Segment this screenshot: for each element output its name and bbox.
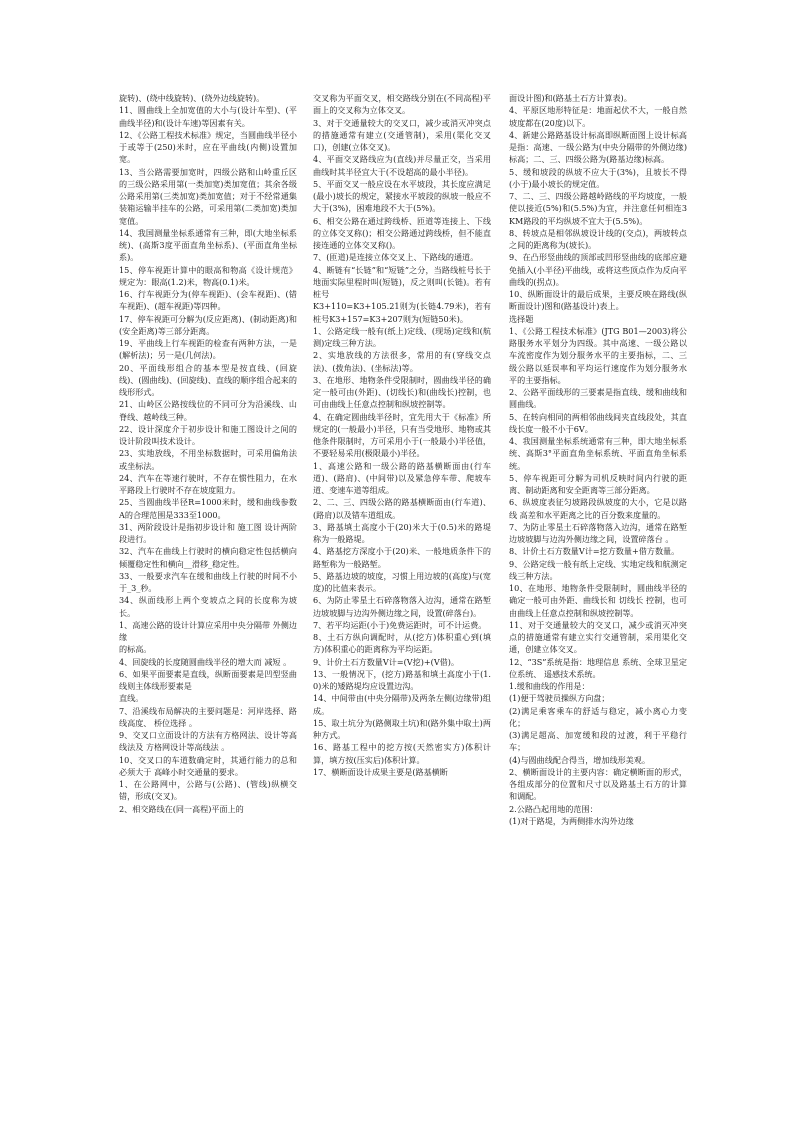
paragraph: 1、高速公路的设计计算应采用中央分隔带 外侧边缘: [119, 619, 297, 642]
paragraph: 7、为防止零星土石碎落物落入边沟，通常在路堑边坡坡脚与边沟外侧边缘之间，设置碎落台 。: [509, 521, 687, 544]
paragraph: 5、停车视距可分解为司机反映时间内行驶的距离、制动距离和安全距离等三部分距离。: [509, 472, 687, 495]
paragraph: 31、两阶段设计是指初步设计和 施工图 设计两阶段进行。: [119, 521, 297, 544]
paragraph: 13、一般情况下，(挖方)路基和填土高度小于(1.0)米的矮路堤均应设置边沟。: [313, 668, 491, 691]
paragraph: 32、汽车在曲线上行驶时的横向稳定性包括横向倾覆稳定性和横向__滑移_稳定性。: [119, 546, 297, 569]
paragraph: 19、平曲线上行车视距的检查有两种方法，一是(解析法)；另一是(几何法)。: [119, 338, 297, 361]
paragraph: 9、在凸形竖曲线的顶部或凹形竖曲线的底部应避免插入(小半径)平曲线，或将这些顶点作为反向平曲线的(拐点)。: [509, 252, 687, 287]
paragraph: 1.缓和曲线的作用是：: [509, 681, 590, 691]
paragraph: 8、土石方纵向调配时，从(挖方)体积重心到(填方)体积重心的距离称为平均运距。: [313, 632, 491, 655]
paragraph: 9、交叉口立面设计的方法有方格网法、设计等高线法及 方格网设计等高线法 。: [119, 730, 297, 753]
paragraph: 10、交叉口的车道数确定时，其通行能力的总和必须大于 高峰小时交通量的要求。: [119, 754, 297, 777]
paragraph: 3、路基填土高度小于(20)米大于(0.5)米的路堤称为一般路堤。: [313, 521, 491, 544]
paragraph: (2)满足乘客乘车的舒适与稳定，减小离心力变化；: [509, 705, 687, 728]
paragraph: 4、平面交叉路线应为(直线)并尽量正交，当采用曲线时其半径宜大于(不设超高的最小半径)。: [313, 154, 491, 177]
paragraph: 21、山岭区公路按线位的不同可分为沿溪线、山脊线、越岭线三种。: [119, 399, 297, 422]
paragraph: 9、计价土石方数量V计=(V挖)+(V借)。: [313, 656, 460, 667]
paragraph: 2、相交路线在(同一高程)平面上的: [119, 803, 244, 814]
paragraph: 34、纵面线形上两个变坡点之间的长度称为坡长。: [119, 595, 297, 618]
paragraph: 直线。: [119, 693, 144, 704]
paragraph: 25、当圆曲线半径R=1000米时，缓和曲线参数A的合理范围是333至1000。: [119, 497, 297, 520]
paragraph: 7、沿溪线布局解决的主要问题是：河岸选择、路线高度、 桥位选择 。: [119, 705, 297, 728]
paragraph: 10、在地形、地物条件受限制时，圆曲线半径的确定一般可由外距、曲线长和 切线长 控制，也可由曲线上任意点控制和纵坡控制等。: [509, 583, 687, 618]
paragraph: 16、行车视距分为(停车视距)、(会车视距)、(错车视距)、(超车视距)等四种。: [119, 289, 297, 312]
paragraph: 3、对于交通量较大的交叉口，减少或消灭冲突点的措施通常有建立(交通管制)，采用(渠化交叉口)，创建(立体交叉)。: [313, 117, 491, 152]
text-column-left: [119, 92, 297, 815]
text-column-right: [509, 92, 687, 827]
paragraph: 15、停车视距计算中的眼高和物高《设计规范》规定为：眼高(1.2)米，物高(0.1)米。: [119, 264, 297, 287]
paragraph: 14、中间带由(中央分隔带)及两条左侧(边缘带)组成。: [313, 693, 491, 716]
paragraph: 7、(匝道)是连接立体交叉上、下路线的通道。: [313, 252, 479, 263]
paragraph: 1、在公路网中，公路与(公路)、(管线)纵横交错，形成(交叉)。: [119, 779, 297, 802]
paragraph: 4、新建公路路基设计标高即纵断面图上设计标高是指：高速、一级公路为(中央分隔带的外侧边缘)标高；二、三、四级公路为(路基边缘)标高。: [509, 129, 687, 165]
paragraph: 4、平原区地形特征是：地面起伏不大，一般自然坡度都在(20度)以下。: [509, 105, 687, 128]
paragraph: 4、路基挖方深度小于(20)米、一般地质条件下的路堑称为一般路堑。: [313, 546, 491, 569]
paragraph: 7、二、三、四级公路越岭路线的平均坡度，一般使以接近(5%)和(5.5%)为宜，并注意任何相连3KM路段的平均纵坡不宜大于(5.5%)。: [509, 191, 687, 226]
paragraph: (1)便于驾驶员操纵方向盘；: [509, 693, 610, 704]
paragraph: 8、计价土石方数量V计=挖方数量+借方数量。: [509, 546, 680, 557]
paragraph: 14、我国测量坐标系通常有三种，即(大地坐标系统)、(高斯3度平面直角坐标系)、(平面直角坐标系)。: [119, 227, 297, 263]
paragraph: 12、《公路工程技术标准》规定，当圆曲线半径小于或等于(250)米时，应在平曲线(内侧)设置加宽。: [119, 129, 297, 165]
paragraph: 12、“3S”系统是指：地理信息 系统、全球卫星定位系统、 遥感技术系统。: [509, 656, 687, 679]
paragraph: 7、若平均运距(小于)免费运距时，可不计运费。: [313, 619, 487, 630]
paragraph: 20、平面线形组合的基本型是按直线、(回旋线)、(圆曲线)、(回旋线)、直线的顺序组合起来的线形形式。: [119, 362, 297, 397]
paragraph: 6、相交公路在通过跨线桥、匝道等连接上、下线的立体交叉称()；相交公路通过跨线桥，但不能直接连通的立体交叉称()。: [313, 215, 491, 250]
paragraph: 1、《公路工程技术标准》(JTG B01—2003)将公路服务水平划分为四级。其中高速、一级公路以车流密度作为划分服务水平的主要指标，二、三级公路以延误率和平均运行速度作为划分服务水平的主要指标。: [509, 325, 687, 385]
paragraph: 5、在转向相同的两相邻曲线间夹直线段处，其直线长度一般不小于6V。: [509, 411, 687, 434]
paragraph: 13、当公路需要加宽时，四级公路和山岭重丘区的三级公路采用第(一类加宽)类加宽值；其余各级公路采用第(三类加宽)类加宽值；对于不经常通集装箱运输半挂车的公路，可采用第(二类加宽)类加宽值。: [119, 166, 297, 226]
paragraph: 2、二、三、四级公路的路基横断面由(行车道)、(路肩)以及错车道组成。: [313, 497, 491, 520]
paragraph: 6、为防止零星土石碎落物落入边沟，通常在路堑边坡坡脚与边沟外侧边缘之间，设置(碎落台)。: [313, 595, 491, 618]
paragraph: 2、横断面设计的主要内容：确定横断面的形式，各组成部分的位置和尺寸以及路基土石方的计算和调配。: [509, 766, 687, 802]
paragraph: 11、对于交通量较大的交叉口，减少或消灭冲突点的措施通常有建立实行交通管制，采用渠化交通，创建立体交叉。: [509, 619, 687, 655]
paragraph: 15、取土坑分为(路侧取土坑)和(路外集中取土)两种方式。: [313, 717, 491, 740]
paragraph: 22、设计深度介于初步设计和施工图设计之间的设计阶段叫技术设计。: [119, 423, 297, 446]
paragraph: 4、回旋线的长度随圆曲线半径的增大而 减短 。: [119, 656, 292, 667]
paragraph: 10、纵断面设计的最后成果，主要反映在路线(纵断面设计)图和(路基设计)表上。: [509, 289, 687, 312]
paragraph: 17、横断面设计成果主要是(路基横断: [313, 766, 448, 777]
paragraph: 23、实地放线，不用坐标数据时，可采用偏角法或坐标法。: [119, 448, 297, 471]
paragraph: 2.公路凸起用地的范围：: [509, 803, 598, 814]
paragraph: 的标高。: [119, 644, 152, 655]
paragraph: 8、转坡点是相邻纵坡设计线的(交点)，两坡转点之间的距离称为(坡长)。: [509, 227, 687, 250]
text-column-middle: [313, 92, 491, 778]
paragraph: 5、路基边坡的坡度，习惯上用边坡的(高度)与(宽度)的比值来表示。: [313, 570, 491, 593]
paragraph: 2、实地放线的方法很多，常用的有(穿线交点法)、(拨角法)、(坐标法)等。: [313, 350, 491, 373]
paragraph: 33、一般要求汽车在缓和曲线上行驶的时间不小于_3_秒。: [119, 570, 297, 593]
paragraph: 5、平面交叉一般应设在水平坡段，其长度应满足(最小)坡长的规定，紧接水平坡段的纵坡一般应不大于(3%)，困难地段不大于(5%)。: [313, 178, 491, 214]
paragraph: (4)与圆曲线配合得当，增加线形美观。: [509, 754, 650, 765]
paragraph: (3)满足超高、加宽缓和段的过渡，利于平稳行车；: [509, 730, 687, 753]
paragraph: 选择题: [509, 313, 534, 324]
paragraph: 17、停车视距可分解为(反应距离)、(制动距离)和(安全距离)等三部分距离。: [119, 313, 297, 336]
paragraph: 5、缓和坡段的纵坡不应大于(3%)，且坡长不得(小于)最小坡长的规定值。: [509, 166, 687, 189]
paragraph: 3、在地形、地物条件受限制时，圆曲线半径的确定一般可由(外距)、(切线长)和(曲线长)控制，也可由曲线上任意点控制和纵坡控制等。: [313, 374, 491, 410]
paragraph: K3+110=K3+105.21则为(长链4.79米)，若有桩号K3+157=K3+207则为(短链50米)。: [313, 301, 491, 324]
paragraph: 24、汽车在等速行驶时，不存在惯性阻力，在水平路段上行驶时不存在坡度阻力。: [119, 472, 297, 495]
paragraph: 6、纵坡度表征匀坡路段纵坡度的大小，它是以路线 高差和水平距离之比的百分数来度量的。: [509, 497, 687, 520]
paragraph: 1、高速公路和一级公路的路基横断面由(行车道)、(路肩)、(中间带)以及紧急停车带、爬坡车道、变速车道等组成。: [313, 460, 491, 495]
paragraph: 6、如果平面要素是直线，纵断面要素是凹型竖曲线则主体线形要素是: [119, 668, 297, 691]
paragraph: 1、公路定线一般有(纸上)定线、(现场)定线和(航测)定线三种方法。: [313, 325, 491, 348]
paragraph: 16、路基工程中的挖方按(天然密实方)体积计算，填方按(压实后)体积计算。: [313, 742, 491, 765]
paragraph: 2、公路平面线形的三要素是指直线、缓和曲线和圆曲线。: [509, 387, 687, 410]
paragraph: 4、断链有“长链”和“短链”之分，当路线桩号长于地面实际里程时叫(短链)，反之则叫(长链)。若有桩号: [313, 264, 491, 299]
paragraph: 9、公路定线一般有纸上定线、实地定线和航测定线三种方法。: [509, 558, 687, 581]
paragraph: 面设计图)和(路基土石方计算表)。: [509, 93, 632, 103]
paragraph: (1)对于路堤，为两侧排水沟外边缘: [509, 815, 634, 826]
paragraph: 4、在确定圆曲线半径时，宜先用大于《标准》所规定的(一般最小)半径，只有当受地形、地物或其他条件限制时，方可采用小于(一般最小)半径值，不要轻易采用(极限最小)半径。: [313, 411, 491, 459]
paragraph: 11、圆曲线上全加宽值的大小与(设计车型)、(平曲线半径)和(设计车速)等因素有关。: [119, 105, 297, 128]
paragraph: 交叉称为平面交叉，相交路线分别在(不同高程)平面上的交叉称为立体交叉。: [313, 93, 491, 116]
paragraph: 4、我国测量坐标系统通常有三种，即大地坐标系统、高斯3°平面直角坐标系统、平面直角坐标系统。: [509, 436, 687, 471]
paragraph: 旋转)、(绕中线旋转)、(绕外边线旋转)。: [119, 93, 265, 103]
